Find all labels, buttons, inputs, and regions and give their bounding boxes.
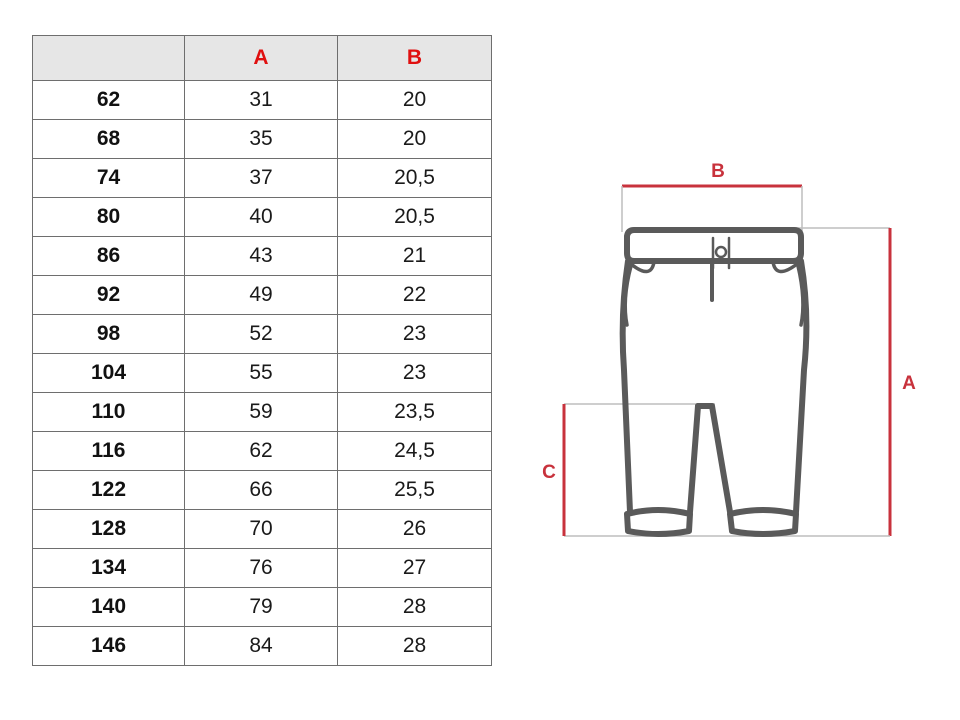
value-a-cell: 31 bbox=[185, 81, 338, 120]
size-cell: 140 bbox=[33, 588, 185, 627]
dimension-b-label: B bbox=[711, 161, 725, 182]
value-b-cell: 20,5 bbox=[338, 198, 492, 237]
dimension-a-label: A bbox=[902, 373, 916, 394]
size-cell: 134 bbox=[33, 549, 185, 588]
size-cell: 92 bbox=[33, 276, 185, 315]
size-chart-table bbox=[32, 35, 492, 666]
size-cell: 110 bbox=[33, 393, 185, 432]
table-row bbox=[33, 81, 492, 120]
size-cell: 116 bbox=[33, 432, 185, 471]
value-a-cell: 49 bbox=[185, 276, 338, 315]
value-b-cell: 21 bbox=[338, 237, 492, 276]
right-cuff bbox=[730, 510, 796, 534]
size-cell: 86 bbox=[33, 237, 185, 276]
table-row bbox=[33, 393, 492, 432]
button-icon bbox=[716, 247, 726, 257]
header-size bbox=[33, 36, 185, 81]
size-cell: 74 bbox=[33, 159, 185, 198]
value-a-cell: 76 bbox=[185, 549, 338, 588]
table-body bbox=[33, 81, 492, 666]
dimension-b bbox=[622, 161, 802, 232]
value-b-cell: 20 bbox=[338, 120, 492, 159]
size-cell: 68 bbox=[33, 120, 185, 159]
value-a-cell: 62 bbox=[185, 432, 338, 471]
value-a-cell: 40 bbox=[185, 198, 338, 237]
size-cell: 98 bbox=[33, 315, 185, 354]
table-row bbox=[33, 432, 492, 471]
table-header-row bbox=[33, 36, 492, 81]
size-cell: 104 bbox=[33, 354, 185, 393]
value-b-cell: 24,5 bbox=[338, 432, 492, 471]
table-row bbox=[33, 549, 492, 588]
value-b-cell: 23,5 bbox=[338, 393, 492, 432]
table-row bbox=[33, 471, 492, 510]
size-cell: 128 bbox=[33, 510, 185, 549]
value-a-cell: 79 bbox=[185, 588, 338, 627]
header-a: A bbox=[185, 36, 338, 81]
value-b-cell: 20,5 bbox=[338, 159, 492, 198]
table-row bbox=[33, 276, 492, 315]
table-row bbox=[33, 510, 492, 549]
table-row bbox=[33, 237, 492, 276]
shorts-icon bbox=[623, 230, 807, 534]
table-row bbox=[33, 159, 492, 198]
table-row bbox=[33, 588, 492, 627]
crotch-inner-right bbox=[698, 406, 730, 512]
table-row bbox=[33, 315, 492, 354]
left-cuff bbox=[627, 510, 690, 534]
header-b: B bbox=[338, 36, 492, 81]
value-a-cell: 37 bbox=[185, 159, 338, 198]
value-b-cell: 20 bbox=[338, 81, 492, 120]
value-b-cell: 23 bbox=[338, 354, 492, 393]
table-row bbox=[33, 354, 492, 393]
dimension-c-label: C bbox=[542, 462, 556, 483]
value-b-cell: 27 bbox=[338, 549, 492, 588]
size-cell: 122 bbox=[33, 471, 185, 510]
value-a-cell: 84 bbox=[185, 627, 338, 666]
size-cell: 146 bbox=[33, 627, 185, 666]
value-a-cell: 52 bbox=[185, 315, 338, 354]
value-b-cell: 28 bbox=[338, 627, 492, 666]
size-cell: 80 bbox=[33, 198, 185, 237]
value-a-cell: 55 bbox=[185, 354, 338, 393]
size-cell: 62 bbox=[33, 81, 185, 120]
value-b-cell: 22 bbox=[338, 276, 492, 315]
value-b-cell: 26 bbox=[338, 510, 492, 549]
value-b-cell: 25,5 bbox=[338, 471, 492, 510]
value-a-cell: 66 bbox=[185, 471, 338, 510]
value-a-cell: 35 bbox=[185, 120, 338, 159]
table-row bbox=[33, 627, 492, 666]
crotch-inner-left bbox=[690, 406, 698, 512]
value-a-cell: 43 bbox=[185, 237, 338, 276]
value-a-cell: 70 bbox=[185, 510, 338, 549]
value-b-cell: 23 bbox=[338, 315, 492, 354]
table-row bbox=[33, 120, 492, 159]
table-row bbox=[33, 198, 492, 237]
dimension-a bbox=[715, 228, 916, 536]
shorts-measurement-diagram bbox=[520, 140, 920, 550]
value-a-cell: 59 bbox=[185, 393, 338, 432]
value-b-cell: 28 bbox=[338, 588, 492, 627]
